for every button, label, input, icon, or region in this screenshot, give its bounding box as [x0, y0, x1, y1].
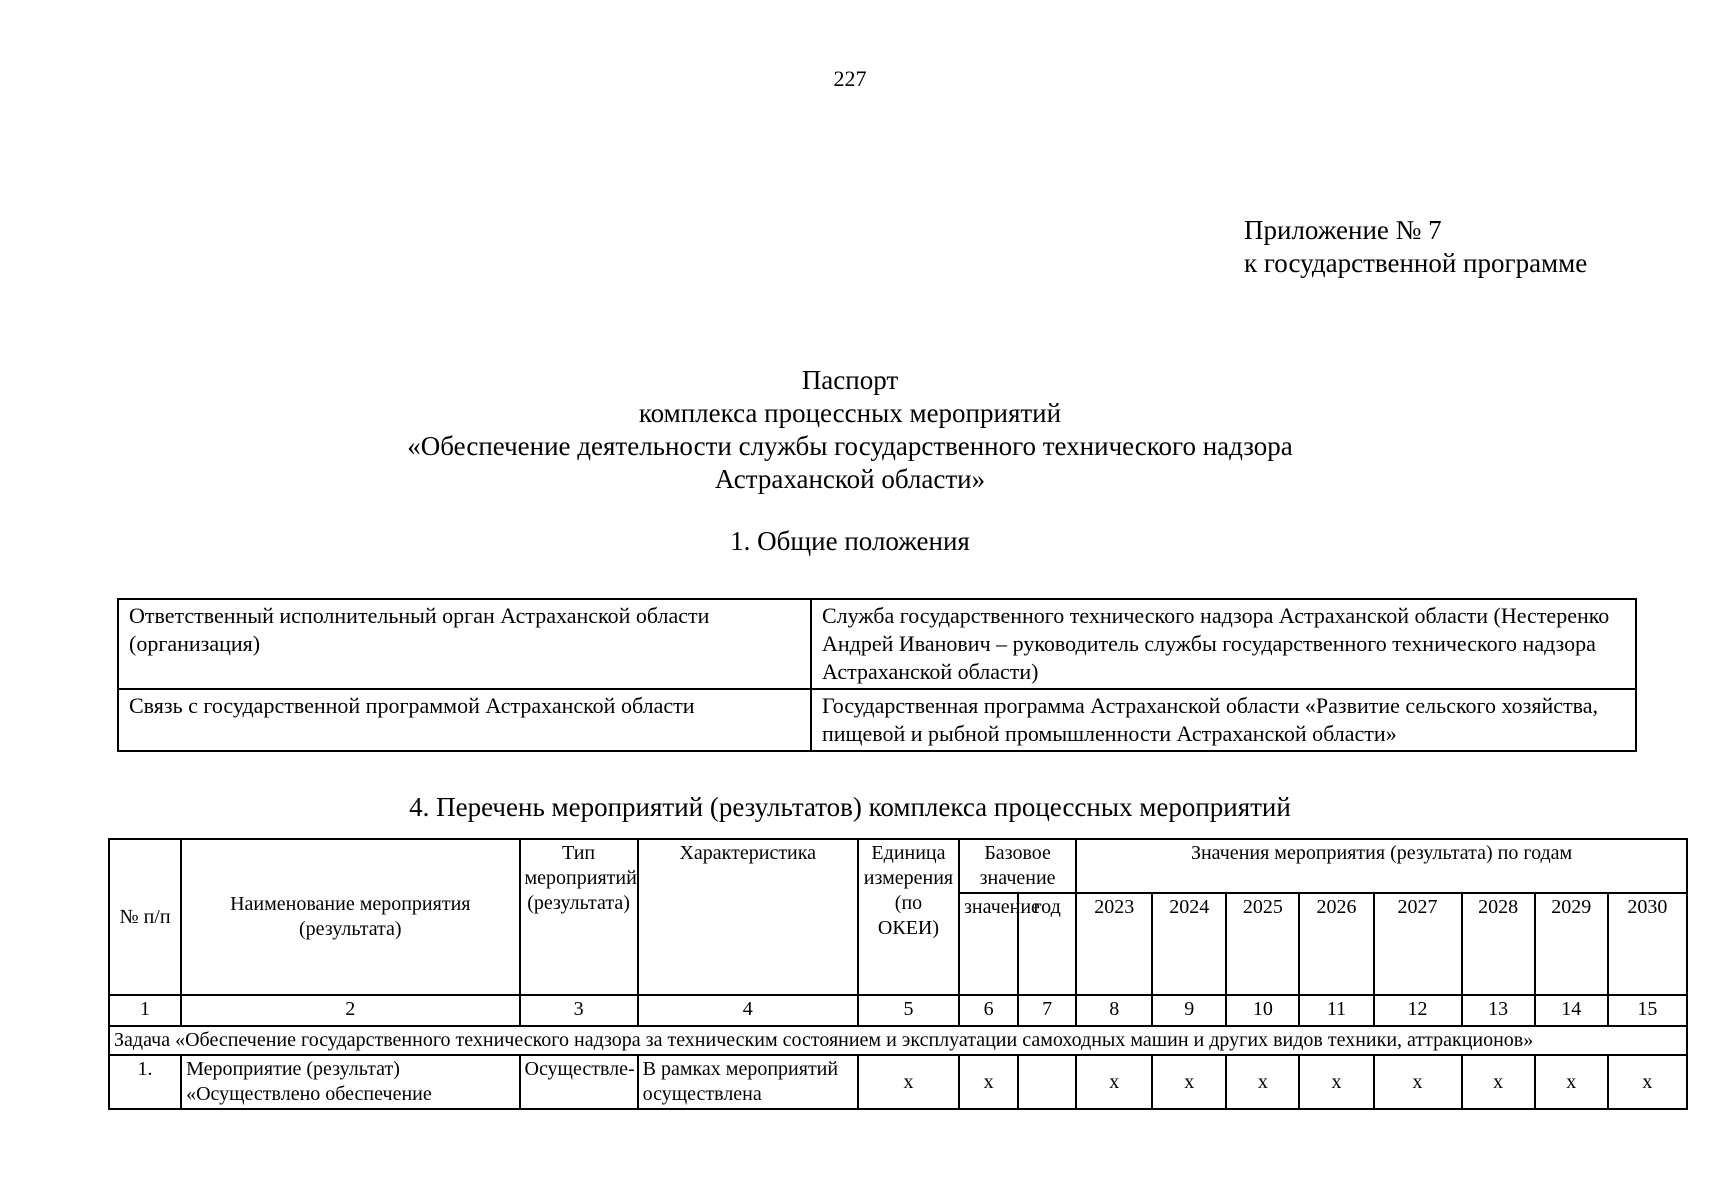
- title-line2: комплекса процессных мероприятий: [638, 398, 1062, 428]
- general-row-label: Связь с государственной программой Астраханской области: [118, 689, 811, 751]
- header-base-year: год: [1018, 893, 1076, 995]
- header-characteristic: Характеристика: [638, 839, 858, 995]
- column-number: 12: [1374, 995, 1462, 1026]
- row-unit: x: [858, 1055, 959, 1109]
- general-provisions-table: [117, 598, 1637, 752]
- row-base-value: x: [959, 1055, 1018, 1109]
- column-number: 13: [1462, 995, 1535, 1026]
- column-number: 7: [1018, 995, 1076, 1026]
- appendix-line2: к государственной программе: [1244, 248, 1588, 278]
- header-year: 2025: [1226, 893, 1299, 995]
- header-year: 2030: [1608, 893, 1687, 995]
- header-name: Наименование мероприятия (результата): [181, 839, 519, 995]
- column-number: 10: [1226, 995, 1299, 1026]
- row-year-value: x: [1076, 1055, 1152, 1109]
- appendix-note: [1244, 214, 1587, 280]
- row-year-value: x: [1299, 1055, 1373, 1109]
- general-row-value: Служба государственного технического надзора Астраханской области (Нестеренко Андрей Иванович – руководитель службы государственного технического надзора Астраханской области): [811, 599, 1636, 689]
- column-number: 2: [181, 995, 519, 1026]
- column-number: 14: [1535, 995, 1608, 1026]
- column-number: 1: [109, 995, 181, 1026]
- row-name: Мероприятие (результат) «Осуществлено обеспечение: [181, 1055, 519, 1109]
- task-row: [109, 1026, 1687, 1055]
- events-table: [108, 838, 1688, 1110]
- column-number: 9: [1152, 995, 1226, 1026]
- row-type: Осуществле-: [520, 1055, 638, 1109]
- header-type: Тип мероприятий (результата): [520, 839, 638, 995]
- title-line1: Паспорт: [801, 365, 899, 395]
- document-title: [0, 364, 1700, 496]
- row-year-value: x: [1374, 1055, 1462, 1109]
- column-number: 6: [959, 995, 1018, 1026]
- header-year: 2024: [1152, 893, 1226, 995]
- table-row: [118, 689, 1636, 751]
- row-year-value: x: [1462, 1055, 1535, 1109]
- table-row: [109, 1055, 1687, 1109]
- section4-heading: 4. Перечень мероприятий (результатов) комплекса процессных мероприятий: [409, 792, 1291, 822]
- title-line4: Астраханской области»: [714, 464, 986, 494]
- header-base: Базовое значение: [959, 839, 1076, 893]
- table-row: [118, 599, 1636, 689]
- title-line3: «Обеспечение деятельности службы государственного технического надзора: [407, 431, 1293, 461]
- header-year: 2028: [1462, 893, 1535, 995]
- row-year-value: x: [1535, 1055, 1608, 1109]
- column-number: 5: [858, 995, 959, 1026]
- column-number: 11: [1299, 995, 1373, 1026]
- row-year-value: x: [1608, 1055, 1687, 1109]
- row-year-value: x: [1226, 1055, 1299, 1109]
- header-unit: Единица измерения (по ОКЕИ): [858, 839, 959, 995]
- header-num: № п/п: [109, 839, 181, 995]
- task-text: Задача «Обеспечение государственного технического надзора за техническим состоянием и эксплуатации самоходных машин и других видов техники, аттракционов»: [109, 1026, 1687, 1055]
- general-row-label: Ответственный исполнительный орган Астраханской области (организация): [118, 599, 811, 689]
- appendix-line1: Приложение № 7: [1244, 215, 1442, 245]
- column-number: 15: [1608, 995, 1687, 1026]
- header-row: [109, 839, 1687, 893]
- page-number: 227: [833, 66, 867, 91]
- header-year: 2027: [1374, 893, 1462, 995]
- row-year-value: x: [1152, 1055, 1226, 1109]
- header-year: 2026: [1299, 893, 1373, 995]
- column-number: 4: [638, 995, 858, 1026]
- column-numbers-row: [109, 995, 1687, 1026]
- header-year: 2023: [1076, 893, 1152, 995]
- section1-heading: 1. Общие положения: [730, 526, 970, 556]
- column-number: 8: [1076, 995, 1152, 1026]
- header-base-value: значение: [959, 893, 1018, 995]
- header-by-years: Значения мероприятия (результата) по годам: [1076, 839, 1687, 893]
- general-row-value: Государственная программа Астраханской области «Развитие сельского хозяйства, пищевой и рыбной промышленности Астраханской области»: [811, 689, 1636, 751]
- header-year: 2029: [1535, 893, 1608, 995]
- row-characteristic: В рамках мероприятий осуществлена: [638, 1055, 858, 1109]
- row-num: 1.: [109, 1055, 181, 1109]
- column-number: 3: [520, 995, 638, 1026]
- row-base-year: [1018, 1055, 1076, 1109]
